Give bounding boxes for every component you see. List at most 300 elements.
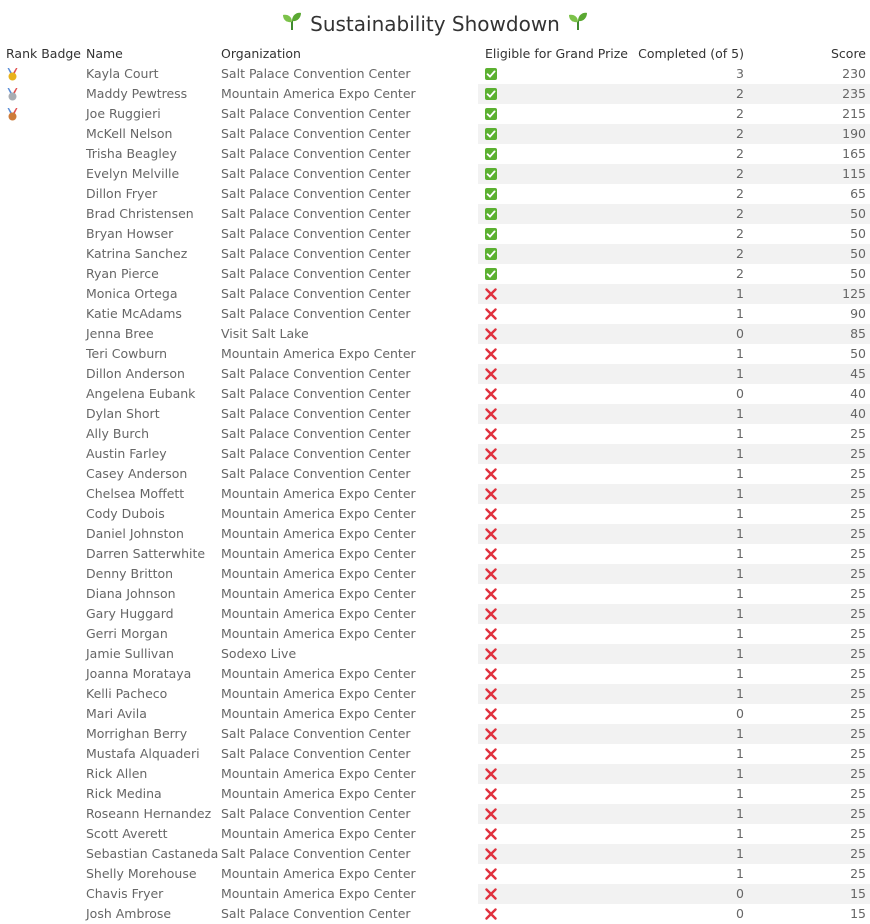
- cell-score: 25: [850, 506, 866, 521]
- cell-score: 125: [842, 286, 866, 301]
- cell-completed: 1: [736, 746, 744, 761]
- cell-completed: 1: [736, 786, 744, 801]
- cell-score: 25: [850, 566, 866, 581]
- cell-organization: Salt Palace Convention Center: [221, 426, 411, 441]
- cell-completed: 2: [736, 186, 744, 201]
- cross-mark-icon: [485, 788, 497, 800]
- cell-name: Gerri Morgan: [86, 626, 168, 641]
- row-stripe: [478, 784, 870, 804]
- cell-organization: Mountain America Expo Center: [221, 546, 416, 561]
- cell-name: Diana Johnson: [86, 586, 176, 601]
- cell-completed: 1: [736, 846, 744, 861]
- cell-completed: 2: [736, 126, 744, 141]
- cell-organization: Salt Palace Convention Center: [221, 306, 411, 321]
- cell-score: 15: [850, 886, 866, 901]
- cell-score: 235: [842, 86, 866, 101]
- row-stripe: [478, 184, 870, 204]
- silver-medal-icon: [7, 88, 18, 101]
- cell-score: 25: [850, 686, 866, 701]
- cell-name: Angelena Eubank: [86, 386, 196, 401]
- cell-completed: 1: [736, 726, 744, 741]
- cell-completed: 0: [736, 386, 744, 401]
- cell-organization: Mountain America Expo Center: [221, 786, 416, 801]
- cell-score: 25: [850, 786, 866, 801]
- cell-completed: 2: [736, 166, 744, 181]
- row-stripe: [478, 664, 870, 684]
- cell-name: Dylan Short: [86, 406, 160, 421]
- cell-organization: Mountain America Expo Center: [221, 586, 416, 601]
- cell-organization: Mountain America Expo Center: [221, 866, 416, 881]
- table-header: [0, 44, 870, 64]
- check-mark-icon: [485, 268, 497, 280]
- cell-score: 25: [850, 446, 866, 461]
- cell-completed: 0: [736, 706, 744, 721]
- cell-organization: Mountain America Expo Center: [221, 566, 416, 581]
- cell-name: Joanna Morataya: [86, 666, 192, 681]
- cell-name: Cody Dubois: [86, 506, 165, 521]
- row-stripe: [478, 204, 870, 224]
- table-row[interactable]: [0, 824, 870, 844]
- cell-name: Ryan Pierce: [86, 266, 159, 281]
- cell-name: Daniel Johnston: [86, 526, 184, 541]
- cross-mark-icon: [485, 868, 497, 880]
- cell-name: Jamie Sullivan: [86, 646, 174, 661]
- cell-completed: 1: [736, 446, 744, 461]
- cell-score: 25: [850, 426, 866, 441]
- cell-name: Ally Burch: [86, 426, 150, 441]
- cell-score: 25: [850, 626, 866, 641]
- cross-mark-icon: [485, 748, 497, 760]
- cell-score: 50: [850, 226, 866, 241]
- cell-organization: Salt Palace Convention Center: [221, 266, 411, 281]
- table-row[interactable]: [0, 744, 870, 764]
- column-header-name[interactable]: Name: [86, 46, 123, 61]
- cell-organization: Mountain America Expo Center: [221, 86, 416, 101]
- cross-mark-icon: [485, 328, 497, 340]
- cell-completed: 1: [736, 866, 744, 881]
- table-row[interactable]: [0, 624, 870, 644]
- cell-score: 165: [842, 146, 866, 161]
- cross-mark-icon: [485, 768, 497, 780]
- seedling-icon: [282, 10, 302, 38]
- seedling-icon: [568, 10, 588, 38]
- cell-organization: Salt Palace Convention Center: [221, 226, 411, 241]
- table-row[interactable]: [0, 784, 870, 804]
- table-row[interactable]: [0, 664, 870, 684]
- cell-organization: Salt Palace Convention Center: [221, 446, 411, 461]
- table-row[interactable]: [0, 304, 870, 324]
- cell-completed: 1: [736, 506, 744, 521]
- cell-organization: Mountain America Expo Center: [221, 766, 416, 781]
- cell-organization: Salt Palace Convention Center: [221, 746, 411, 761]
- row-stripe: [478, 164, 870, 184]
- row-stripe: [478, 804, 870, 824]
- cell-organization: Salt Palace Convention Center: [221, 726, 411, 741]
- table-row[interactable]: [0, 384, 870, 404]
- column-header-rank-badge[interactable]: Rank Badge: [6, 46, 81, 61]
- table-row[interactable]: [0, 284, 870, 304]
- table-row[interactable]: [0, 184, 870, 204]
- cell-organization: Salt Palace Convention Center: [221, 466, 411, 481]
- row-stripe: [478, 504, 870, 524]
- table-row[interactable]: [0, 124, 870, 144]
- cell-name: McKell Nelson: [86, 126, 173, 141]
- check-mark-icon: [485, 108, 497, 120]
- cell-name: Rick Medina: [86, 786, 162, 801]
- cell-name: Sebastian Castaneda: [86, 846, 219, 861]
- table-row[interactable]: [0, 64, 870, 84]
- table-row[interactable]: [0, 424, 870, 444]
- row-stripe: [478, 604, 870, 624]
- gold-medal-icon: [7, 68, 18, 81]
- row-stripe: [478, 644, 870, 664]
- table-row[interactable]: [0, 764, 870, 784]
- table-row[interactable]: [0, 864, 870, 884]
- cell-name: Brad Christensen: [86, 206, 194, 221]
- check-mark-icon: [485, 68, 497, 80]
- table-row[interactable]: [0, 364, 870, 384]
- cross-mark-icon: [485, 468, 497, 480]
- table-row[interactable]: [0, 344, 870, 364]
- cell-name: Morrighan Berry: [86, 726, 188, 741]
- row-stripe: [478, 264, 870, 284]
- row-stripe: [478, 304, 870, 324]
- cross-mark-icon: [485, 888, 497, 900]
- table-row[interactable]: [0, 444, 870, 464]
- table-row[interactable]: [0, 844, 870, 864]
- cross-mark-icon: [485, 368, 497, 380]
- cell-completed: 1: [736, 366, 744, 381]
- cross-mark-icon: [485, 808, 497, 820]
- column-header-organization[interactable]: Organization: [221, 46, 301, 61]
- cross-mark-icon: [485, 448, 497, 460]
- table-row[interactable]: [0, 524, 870, 544]
- cell-score: 45: [850, 366, 866, 381]
- cell-completed: 1: [736, 306, 744, 321]
- cell-organization: Visit Salt Lake: [221, 326, 309, 341]
- cross-mark-icon: [485, 288, 497, 300]
- row-stripe: [478, 124, 870, 144]
- cell-completed: 1: [736, 486, 744, 501]
- cell-completed: 1: [736, 686, 744, 701]
- row-stripe: [478, 584, 870, 604]
- check-mark-icon: [485, 148, 497, 160]
- cell-score: 230: [842, 66, 866, 81]
- cell-organization: Salt Palace Convention Center: [221, 126, 411, 141]
- cross-mark-icon: [485, 348, 497, 360]
- table-row[interactable]: [0, 464, 870, 484]
- row-stripe: [478, 864, 870, 884]
- row-stripe: [478, 484, 870, 504]
- cell-completed: 1: [736, 526, 744, 541]
- table-row[interactable]: [0, 604, 870, 624]
- row-stripe: [478, 84, 870, 104]
- cell-score: 25: [850, 546, 866, 561]
- page-title-bar: [0, 8, 870, 38]
- cell-completed: 2: [736, 146, 744, 161]
- column-header-completed[interactable]: Completed (of 5): [638, 46, 744, 61]
- check-mark-icon: [485, 88, 497, 100]
- cell-name: Austin Farley: [86, 446, 167, 461]
- cell-organization: Mountain America Expo Center: [221, 506, 416, 521]
- cell-organization: Mountain America Expo Center: [221, 486, 416, 501]
- row-stripe: [478, 904, 870, 924]
- cross-mark-icon: [485, 628, 497, 640]
- cross-mark-icon: [485, 408, 497, 420]
- row-stripe: [478, 244, 870, 264]
- cell-completed: 0: [736, 326, 744, 341]
- leaderboard-table: [0, 64, 870, 924]
- row-stripe: [478, 824, 870, 844]
- row-stripe: [478, 284, 870, 304]
- row-stripe: [478, 64, 870, 84]
- cell-organization: Mountain America Expo Center: [221, 886, 416, 901]
- cell-organization: Salt Palace Convention Center: [221, 806, 411, 821]
- cell-completed: 1: [736, 626, 744, 641]
- row-stripe: [478, 104, 870, 124]
- cell-completed: 2: [736, 106, 744, 121]
- cell-name: Roseann Hernandez: [86, 806, 212, 821]
- cross-mark-icon: [485, 708, 497, 720]
- bronze-medal-icon: [7, 108, 18, 121]
- cross-mark-icon: [485, 728, 497, 740]
- cell-organization: Sodexo Live: [221, 646, 297, 661]
- page-title: Sustainability Showdown: [310, 11, 560, 36]
- cell-name: Monica Ortega: [86, 286, 178, 301]
- cross-mark-icon: [485, 608, 497, 620]
- row-stripe: [478, 444, 870, 464]
- cell-name: Mari Avila: [86, 706, 147, 721]
- row-stripe: [478, 464, 870, 484]
- table-row[interactable]: [0, 244, 870, 264]
- cell-completed: 3: [736, 66, 744, 81]
- cell-score: 25: [850, 826, 866, 841]
- cell-organization: Salt Palace Convention Center: [221, 186, 411, 201]
- cross-mark-icon: [485, 908, 497, 920]
- cell-score: 25: [850, 466, 866, 481]
- cell-score: 25: [850, 806, 866, 821]
- cell-name: Dillon Fryer: [86, 186, 158, 201]
- cell-completed: 1: [736, 466, 744, 481]
- cell-score: 25: [850, 746, 866, 761]
- cell-organization: Salt Palace Convention Center: [221, 106, 411, 121]
- cell-completed: 1: [736, 586, 744, 601]
- table-row[interactable]: [0, 104, 870, 124]
- table-row[interactable]: [0, 324, 870, 344]
- cell-completed: 1: [736, 286, 744, 301]
- cell-completed: 1: [736, 426, 744, 441]
- row-stripe: [478, 744, 870, 764]
- cell-name: Evelyn Melville: [86, 166, 180, 181]
- cross-mark-icon: [485, 508, 497, 520]
- row-stripe: [478, 404, 870, 424]
- cell-score: 25: [850, 526, 866, 541]
- table-row[interactable]: [0, 484, 870, 504]
- cell-completed: 2: [736, 206, 744, 221]
- cell-name: Dillon Anderson: [86, 366, 185, 381]
- row-stripe: [478, 764, 870, 784]
- table-row[interactable]: [0, 904, 870, 924]
- cell-organization: Mountain America Expo Center: [221, 606, 416, 621]
- cell-organization: Mountain America Expo Center: [221, 526, 416, 541]
- cell-completed: 0: [736, 906, 744, 921]
- cell-score: 25: [850, 486, 866, 501]
- cell-score: 50: [850, 206, 866, 221]
- cell-score: 25: [850, 706, 866, 721]
- cell-score: 25: [850, 586, 866, 601]
- row-stripe: [478, 684, 870, 704]
- cell-completed: 1: [736, 646, 744, 661]
- table-row[interactable]: [0, 804, 870, 824]
- cross-mark-icon: [485, 548, 497, 560]
- cell-name: Kayla Court: [86, 66, 159, 81]
- cell-name: Scott Averett: [86, 826, 168, 841]
- cell-name: Mustafa Alquaderi: [86, 746, 200, 761]
- table-row[interactable]: [0, 684, 870, 704]
- row-stripe: [478, 564, 870, 584]
- cross-mark-icon: [485, 848, 497, 860]
- cell-name: Jenna Bree: [86, 326, 154, 341]
- table-row[interactable]: [0, 84, 870, 104]
- cell-completed: 2: [736, 86, 744, 101]
- table-row[interactable]: [0, 204, 870, 224]
- cell-name: Denny Britton: [86, 566, 174, 581]
- cell-score: 25: [850, 866, 866, 881]
- row-stripe: [478, 424, 870, 444]
- table-row[interactable]: [0, 404, 870, 424]
- cell-score: 25: [850, 726, 866, 741]
- table-row[interactable]: [0, 564, 870, 584]
- table-row[interactable]: [0, 724, 870, 744]
- row-stripe: [478, 344, 870, 364]
- row-stripe: [478, 704, 870, 724]
- cross-mark-icon: [485, 388, 497, 400]
- cell-score: 190: [842, 126, 866, 141]
- cell-name: Katie McAdams: [86, 306, 182, 321]
- cell-name: Rick Allen: [86, 766, 148, 781]
- check-mark-icon: [485, 208, 497, 220]
- cell-completed: 1: [736, 406, 744, 421]
- row-stripe: [478, 884, 870, 904]
- table-row[interactable]: [0, 704, 870, 724]
- cell-organization: Salt Palace Convention Center: [221, 166, 411, 181]
- cell-name: Josh Ambrose: [86, 906, 172, 921]
- cell-name: Chavis Fryer: [86, 886, 164, 901]
- cell-completed: 2: [736, 246, 744, 261]
- cell-name: Darren Satterwhite: [86, 546, 206, 561]
- cell-organization: Mountain America Expo Center: [221, 686, 416, 701]
- cell-score: 85: [850, 326, 866, 341]
- cell-organization: Salt Palace Convention Center: [221, 206, 411, 221]
- cross-mark-icon: [485, 588, 497, 600]
- cell-score: 15: [850, 906, 866, 921]
- check-mark-icon: [485, 128, 497, 140]
- cell-organization: Mountain America Expo Center: [221, 666, 416, 681]
- cell-organization: Salt Palace Convention Center: [221, 366, 411, 381]
- cell-score: 90: [850, 306, 866, 321]
- cell-name: Katrina Sanchez: [86, 246, 188, 261]
- cell-completed: 1: [736, 806, 744, 821]
- table-row[interactable]: [0, 264, 870, 284]
- cell-score: 25: [850, 646, 866, 661]
- cell-score: 25: [850, 606, 866, 621]
- table-row[interactable]: [0, 224, 870, 244]
- row-stripe: [478, 144, 870, 164]
- cell-score: 25: [850, 666, 866, 681]
- cell-organization: Salt Palace Convention Center: [221, 146, 411, 161]
- table-row[interactable]: [0, 884, 870, 904]
- row-stripe: [478, 364, 870, 384]
- cell-name: Maddy Pewtress: [86, 86, 188, 101]
- cross-mark-icon: [485, 828, 497, 840]
- cross-mark-icon: [485, 648, 497, 660]
- cell-score: 25: [850, 766, 866, 781]
- cell-name: Joe Ruggieri: [86, 106, 161, 121]
- cell-organization: Salt Palace Convention Center: [221, 286, 411, 301]
- cell-score: 25: [850, 846, 866, 861]
- row-stripe: [478, 844, 870, 864]
- table-row[interactable]: [0, 504, 870, 524]
- cross-mark-icon: [485, 568, 497, 580]
- cell-organization: Mountain America Expo Center: [221, 626, 416, 641]
- row-stripe: [478, 624, 870, 644]
- cross-mark-icon: [485, 688, 497, 700]
- cell-completed: 2: [736, 226, 744, 241]
- cell-name: Gary Huggard: [86, 606, 174, 621]
- cell-score: 40: [850, 406, 866, 421]
- table-row[interactable]: [0, 144, 870, 164]
- cell-completed: 0: [736, 886, 744, 901]
- column-header-score[interactable]: Score: [830, 46, 866, 61]
- row-stripe: [478, 324, 870, 344]
- cell-score: 50: [850, 266, 866, 281]
- cell-organization: Salt Palace Convention Center: [221, 846, 411, 861]
- check-mark-icon: [485, 248, 497, 260]
- cell-organization: Mountain America Expo Center: [221, 706, 416, 721]
- cell-completed: 1: [736, 546, 744, 561]
- cell-score: 65: [850, 186, 866, 201]
- cell-score: 215: [842, 106, 866, 121]
- cell-score: 50: [850, 246, 866, 261]
- table-row[interactable]: [0, 544, 870, 564]
- table-row[interactable]: [0, 644, 870, 664]
- cell-organization: Salt Palace Convention Center: [221, 906, 411, 921]
- cross-mark-icon: [485, 488, 497, 500]
- cell-completed: 1: [736, 346, 744, 361]
- cell-name: Teri Cowburn: [86, 346, 168, 361]
- cell-organization: Salt Palace Convention Center: [221, 66, 411, 81]
- cell-completed: 1: [736, 566, 744, 581]
- cell-name: Trisha Beagley: [86, 146, 177, 161]
- cell-score: 50: [850, 346, 866, 361]
- table-row[interactable]: [0, 164, 870, 184]
- cross-mark-icon: [485, 668, 497, 680]
- cell-name: Kelli Pacheco: [86, 686, 168, 701]
- table-row[interactable]: [0, 584, 870, 604]
- column-header-eligible[interactable]: Eligible for Grand Prize: [485, 46, 628, 61]
- cell-organization: Salt Palace Convention Center: [221, 386, 411, 401]
- cell-organization: Mountain America Expo Center: [221, 826, 416, 841]
- cell-organization: Salt Palace Convention Center: [221, 406, 411, 421]
- row-stripe: [478, 384, 870, 404]
- check-mark-icon: [485, 168, 497, 180]
- cell-completed: 1: [736, 606, 744, 621]
- cell-name: Casey Anderson: [86, 466, 188, 481]
- cross-mark-icon: [485, 528, 497, 540]
- cell-organization: Mountain America Expo Center: [221, 346, 416, 361]
- cross-mark-icon: [485, 428, 497, 440]
- row-stripe: [478, 524, 870, 544]
